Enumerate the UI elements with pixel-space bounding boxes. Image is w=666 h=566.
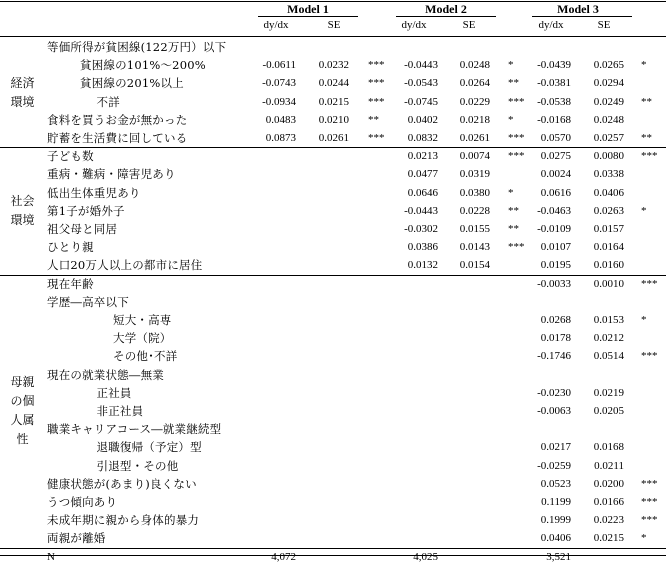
coef-cell: 0.0024 xyxy=(540,168,571,181)
significance-stars: * xyxy=(508,113,514,126)
n-label: N xyxy=(47,550,55,563)
group-label-line: 社会 xyxy=(10,193,35,208)
significance-stars: ** xyxy=(641,95,652,108)
coef-cell: -0.0443 xyxy=(404,59,438,72)
coef-cell: 0.0483 xyxy=(265,113,296,126)
coef-cell: 0.0010 xyxy=(593,277,624,290)
coef-cell: 0.0168 xyxy=(593,441,624,454)
coef-cell: 0.0294 xyxy=(593,77,624,90)
row-label: 両親が離婚 xyxy=(47,531,106,546)
group-label-line: の個 xyxy=(10,394,35,409)
coef-cell: 0.0132 xyxy=(407,259,438,272)
significance-stars: *** xyxy=(508,150,525,163)
coef-cell: 0.0244 xyxy=(318,77,349,90)
coef-cell: 0.0514 xyxy=(593,350,624,363)
column-subheader: dy/dx xyxy=(263,19,289,31)
coef-cell: -0.0538 xyxy=(537,95,571,108)
significance-stars: *** xyxy=(368,132,385,144)
significance-stars: *** xyxy=(368,77,385,90)
coef-cell: 0.0386 xyxy=(407,241,438,254)
coef-cell: 0.0154 xyxy=(459,259,490,272)
coef-cell: 0.0261 xyxy=(459,132,490,144)
coef-cell: 0.0228 xyxy=(459,204,490,217)
coef-cell: 0.0178 xyxy=(540,332,571,345)
significance-stars: * xyxy=(641,59,647,72)
significance-stars: ** xyxy=(641,132,652,144)
coef-cell: 0.0275 xyxy=(540,150,571,163)
coef-cell: 0.0164 xyxy=(593,241,624,254)
row-label: 現在年齢 xyxy=(47,276,94,291)
coef-cell: 0.0218 xyxy=(459,113,490,126)
coef-cell: 0.0213 xyxy=(407,150,438,163)
significance-stars: *** xyxy=(641,350,658,363)
row-label: 大学（院） xyxy=(113,331,172,346)
group-label-line: 環境 xyxy=(10,94,35,109)
coef-cell: 0.0205 xyxy=(593,405,624,417)
coef-cell: 0.0215 xyxy=(318,95,349,108)
model-underline xyxy=(532,16,632,17)
significance-stars: *** xyxy=(641,150,658,163)
row-label: 重病・難病・障害児あり xyxy=(47,167,176,182)
row-group-label xyxy=(0,74,45,112)
model-underline xyxy=(396,16,496,17)
coef-cell: 0.1199 xyxy=(541,496,571,508)
coef-cell: 0.0268 xyxy=(540,314,571,326)
coef-cell: -0.0381 xyxy=(537,77,571,90)
coef-cell: -0.0063 xyxy=(537,405,571,417)
coef-cell: 0.0200 xyxy=(593,477,624,490)
significance-stars: * xyxy=(641,314,647,326)
model-underline xyxy=(258,16,358,17)
coef-cell: -0.0743 xyxy=(262,77,296,90)
coef-cell: 0.0263 xyxy=(593,204,624,217)
row-label: 祖父母と同居 xyxy=(47,222,118,236)
coef-cell: -0.0168 xyxy=(537,113,571,126)
row-label: 不詳 xyxy=(96,94,120,109)
coef-cell: 0.0232 xyxy=(318,59,349,72)
group-label-line: 人属 xyxy=(10,413,35,428)
coef-cell: -0.0033 xyxy=(537,277,571,290)
top-rule xyxy=(0,1,666,2)
coef-cell: -0.0302 xyxy=(404,223,438,235)
row-label: ひとり親 xyxy=(47,240,94,255)
coef-cell: -0.1746 xyxy=(537,350,571,363)
coef-cell: 0.0248 xyxy=(459,59,490,72)
column-subheader: SE xyxy=(462,19,476,31)
coef-cell: 0.0210 xyxy=(318,113,349,126)
column-subheader: SE xyxy=(327,19,341,31)
row-label: 引退型・その他 xyxy=(96,458,179,473)
coef-cell: 0.0219 xyxy=(593,386,624,399)
coef-cell: 0.0265 xyxy=(593,59,624,72)
row-label: 第1子が婚外子 xyxy=(47,203,125,218)
significance-stars: ** xyxy=(508,223,519,235)
row-label: 子ども数 xyxy=(47,149,94,164)
coef-cell: 0.0160 xyxy=(593,259,624,272)
row-label: うつ傾向あり xyxy=(47,495,118,509)
coef-cell: -0.0745 xyxy=(404,95,438,108)
coef-cell: 0.0212 xyxy=(593,332,624,345)
coef-cell: 0.0261 xyxy=(318,132,349,144)
coef-cell: 0.0249 xyxy=(593,95,624,108)
coef-cell: 0.0157 xyxy=(593,223,624,235)
coef-cell: 0.0616 xyxy=(540,186,571,199)
significance-stars: ** xyxy=(368,113,379,126)
significance-stars: *** xyxy=(508,241,525,254)
row-label: 非正社員 xyxy=(96,404,144,418)
row-label: 退職復帰（予定）型 xyxy=(96,440,202,455)
coef-cell: 0.0080 xyxy=(593,150,624,163)
coef-cell: 0.0155 xyxy=(459,223,490,235)
row-label: 人口20万人以上の都市に居住 xyxy=(47,258,203,273)
coef-cell: 0.0211 xyxy=(594,459,624,472)
row-label: 現在の就業状態―無業 xyxy=(47,367,164,382)
coef-cell: 0.0257 xyxy=(593,132,624,144)
coef-cell: 0.0215 xyxy=(593,532,624,545)
group-divider xyxy=(0,147,666,148)
row-group-label xyxy=(0,192,45,230)
significance-stars: * xyxy=(508,186,514,199)
coef-cell: 0.0338 xyxy=(593,168,624,181)
significance-stars: *** xyxy=(368,95,385,108)
column-subheader: dy/dx xyxy=(401,19,427,31)
significance-stars: *** xyxy=(641,514,658,527)
row-label: 未成年期に親から身体的暴力 xyxy=(47,513,200,528)
coef-cell: 0.0319 xyxy=(459,168,490,181)
coef-cell: 0.0477 xyxy=(407,168,438,181)
coef-cell: 0.0402 xyxy=(407,113,438,126)
significance-stars: ** xyxy=(508,204,519,217)
coef-cell: 0.0166 xyxy=(593,496,624,508)
row-label: 学歴―高卒以下 xyxy=(47,294,129,309)
coef-cell: -0.0543 xyxy=(404,77,438,90)
row-label: 貯蓄を生活費に回している xyxy=(47,131,188,145)
coef-cell: 0.0074 xyxy=(459,150,490,163)
row-label: 正社員 xyxy=(96,385,132,400)
row-label: 健康状態が(あまり)良くない xyxy=(47,476,197,491)
model-header: Model 3 xyxy=(557,2,599,16)
row-label: 等価所得が貧困線(122万円）以下 xyxy=(47,40,227,54)
group-label-line: 性 xyxy=(16,432,29,447)
model-header: Model 1 xyxy=(287,2,329,16)
group-label-line: 環境 xyxy=(10,212,35,227)
significance-stars: *** xyxy=(641,277,658,290)
coef-cell: 0.0223 xyxy=(593,514,624,527)
coef-cell: -0.0934 xyxy=(262,95,296,108)
n-rule xyxy=(0,548,666,549)
significance-stars: *** xyxy=(508,132,525,144)
coef-cell: 0.0229 xyxy=(459,95,490,108)
significance-stars: * xyxy=(508,59,514,72)
coef-cell: -0.0443 xyxy=(404,204,438,217)
coef-cell: 0.0523 xyxy=(540,477,571,490)
coef-cell: 0.0107 xyxy=(540,241,571,254)
coef-cell: 0.0406 xyxy=(540,532,571,545)
coef-cell: 0.0380 xyxy=(459,186,490,199)
row-label: その他･不詳 xyxy=(113,349,178,364)
coef-cell: 0.0406 xyxy=(593,186,624,199)
column-subheader: SE xyxy=(597,19,611,31)
coef-cell: 0.0832 xyxy=(407,132,438,144)
row-label: 貧困線の101%～200% xyxy=(80,58,206,73)
significance-stars: * xyxy=(641,204,647,217)
coef-cell: 0.1999 xyxy=(540,514,571,527)
row-label: 職業キャリアコース―就業継続型 xyxy=(47,422,222,437)
row-label: 短大・高専 xyxy=(113,313,172,327)
coef-cell: 0.0570 xyxy=(540,132,571,144)
group-label-line: 経済 xyxy=(10,75,35,90)
coef-cell: 0.0264 xyxy=(459,77,490,90)
coef-cell: 0.0143 xyxy=(459,241,490,254)
significance-stars: *** xyxy=(508,95,525,108)
coef-cell: 0.0153 xyxy=(593,314,624,326)
row-label: 貧困線の201%以上 xyxy=(80,76,184,91)
header-rule xyxy=(0,36,666,37)
coef-cell: -0.0611 xyxy=(262,59,296,72)
row-group-label xyxy=(0,373,45,449)
significance-stars: *** xyxy=(641,496,658,508)
coef-cell: 0.0217 xyxy=(540,441,571,454)
group-divider xyxy=(0,275,666,276)
column-subheader: dy/dx xyxy=(538,19,564,31)
coef-cell: 0.0248 xyxy=(593,113,624,126)
group-label-line: 母親 xyxy=(10,375,35,390)
row-label: 食料を買うお金が無かった xyxy=(47,112,188,127)
row-label: 低出生体重児あり xyxy=(47,185,141,200)
coef-cell: -0.0109 xyxy=(537,223,571,235)
significance-stars: *** xyxy=(368,59,385,72)
coef-cell: -0.0230 xyxy=(537,386,571,399)
n-value: 4,025 xyxy=(413,550,438,563)
significance-stars: *** xyxy=(641,477,658,490)
coef-cell: -0.0439 xyxy=(537,59,571,72)
coef-cell: 0.0195 xyxy=(540,259,571,272)
significance-stars: ** xyxy=(508,77,519,90)
n-value: 4,072 xyxy=(271,550,296,563)
coef-cell: -0.0259 xyxy=(537,459,571,472)
coef-cell: 0.0873 xyxy=(265,132,296,144)
significance-stars: * xyxy=(641,532,647,545)
coef-cell: -0.0463 xyxy=(537,204,571,217)
n-value: 3,521 xyxy=(546,550,571,563)
coef-cell: 0.0646 xyxy=(407,186,438,199)
model-header: Model 2 xyxy=(425,2,467,16)
